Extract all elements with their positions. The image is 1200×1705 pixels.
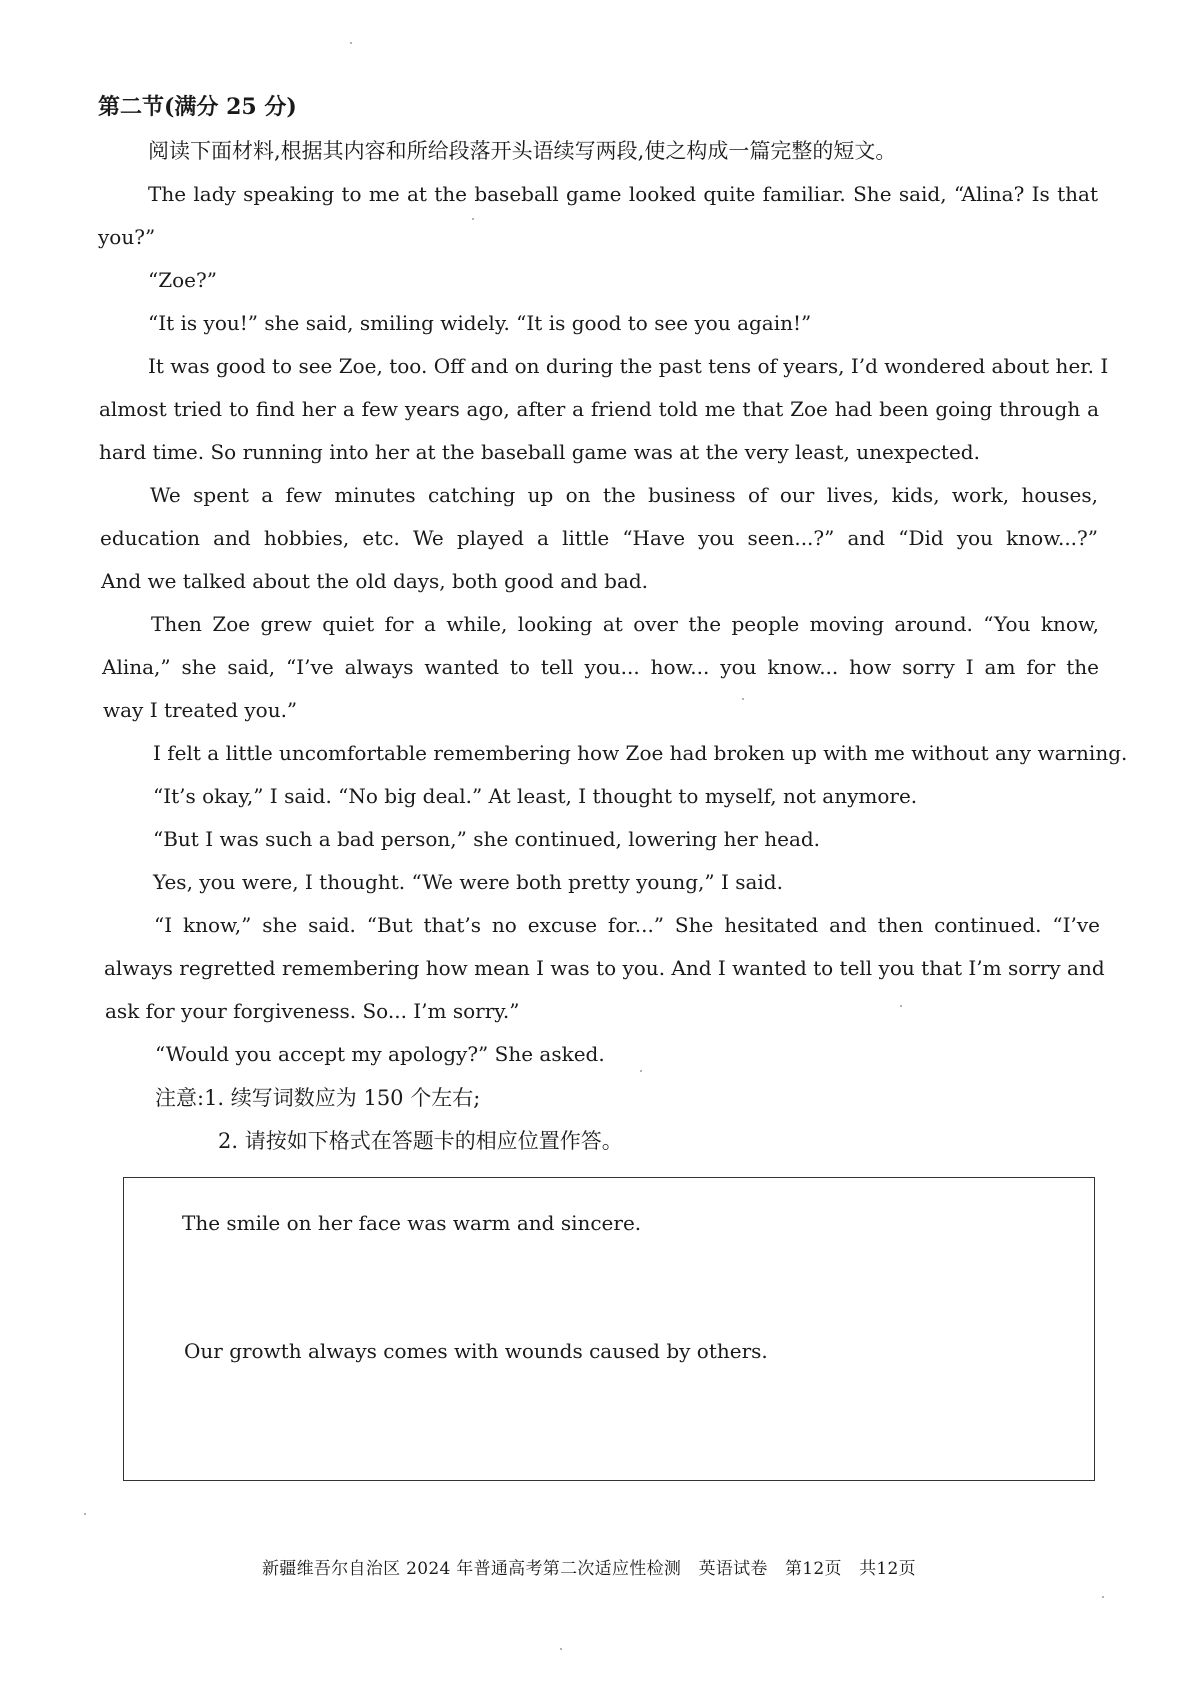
passage-line: you?” (98, 225, 156, 249)
instruction-text: 阅读下面材料,根据其内容和所给段落开头语续写两段,使之构成一篇完整的短文。 (148, 139, 897, 163)
passage-line: education and hobbies, etc. We played a little “Have you seen...?” and “Did you know...?” (100, 526, 1098, 550)
scan-speck (900, 1005, 902, 1007)
passage-line: “Would you accept my apology?” She asked. (155, 1042, 605, 1066)
passage-line: hard time. So running into her at the baseball game was at the very least, unexpected. (99, 440, 980, 464)
passage-line: “Zoe?” (148, 268, 217, 292)
passage-line: Alina,” she said, “I’ve always wanted to tell you... how... you know... how sorry I am for the (102, 655, 1099, 679)
passage-line: way I treated you.” (103, 698, 298, 722)
scan-speck (742, 698, 744, 700)
passage-line: “But I was such a bad person,” she continued, lowering her head. (153, 827, 821, 851)
passage-line: always regretted remembering how mean I was to you. And I wanted to tell you that I’m sorry and (104, 956, 1105, 980)
passage-line: And we talked about the old days, both good and bad. (101, 569, 649, 593)
passage-line: It was good to see Zoe, too. Off and on during the past tens of years, I’d wondered about her. I (148, 354, 1109, 378)
scan-speck (1102, 1596, 1104, 1598)
scan-speck (640, 1070, 642, 1072)
page-footer: 新疆维吾尔自治区 2024 年普通高考第二次适应性检测 英语试卷 第12页 共12页 (262, 1559, 916, 1579)
paragraph-two-opening: Our growth always comes with wounds caused by others. (184, 1339, 768, 1363)
scan-speck (350, 42, 352, 44)
scan-speck (472, 218, 474, 220)
answer-box (123, 1177, 1095, 1481)
passage-line: “I know,” she said. “But that’s no excuse for...” She hesitated and then continued. “I’ve (154, 913, 1100, 937)
passage-line: The lady speaking to me at the baseball game looked quite familiar. She said, “Alina? Is that (148, 182, 1098, 206)
passage-line: “It is you!” she said, smiling widely. “It is good to see you again!” (148, 311, 812, 335)
passage-line: Yes, you were, I thought. “We were both pretty young,” I said. (153, 870, 783, 894)
passage-line: almost tried to find her a few years ago, after a friend told me that Zoe had been going through a (99, 397, 1099, 421)
note-word-count: 注意:1. 续写词数应为 150 个左右; (155, 1086, 481, 1110)
passage-line: Then Zoe grew quiet for a while, looking at over the people moving around. “You know, (151, 612, 1099, 636)
section-title: 第二节(满分 25 分) (98, 94, 297, 120)
paragraph-one-opening: The smile on her face was warm and sincere. (182, 1211, 642, 1235)
passage-line: ask for your forgiveness. So... I’m sorry.” (105, 999, 520, 1023)
passage-line: We spent a few minutes catching up on the business of our lives, kids, work, houses, (150, 483, 1098, 507)
note-answer-format: 2. 请按如下格式在答题卡的相应位置作答。 (218, 1129, 623, 1153)
passage-line: “It’s okay,” I said. “No big deal.” At least, I thought to myself, not anymore. (153, 784, 918, 808)
passage-line: I felt a little uncomfortable remembering how Zoe had broken up with me without any warning. (153, 741, 1128, 765)
scan-speck (560, 1648, 562, 1650)
scan-speck (84, 1513, 86, 1515)
